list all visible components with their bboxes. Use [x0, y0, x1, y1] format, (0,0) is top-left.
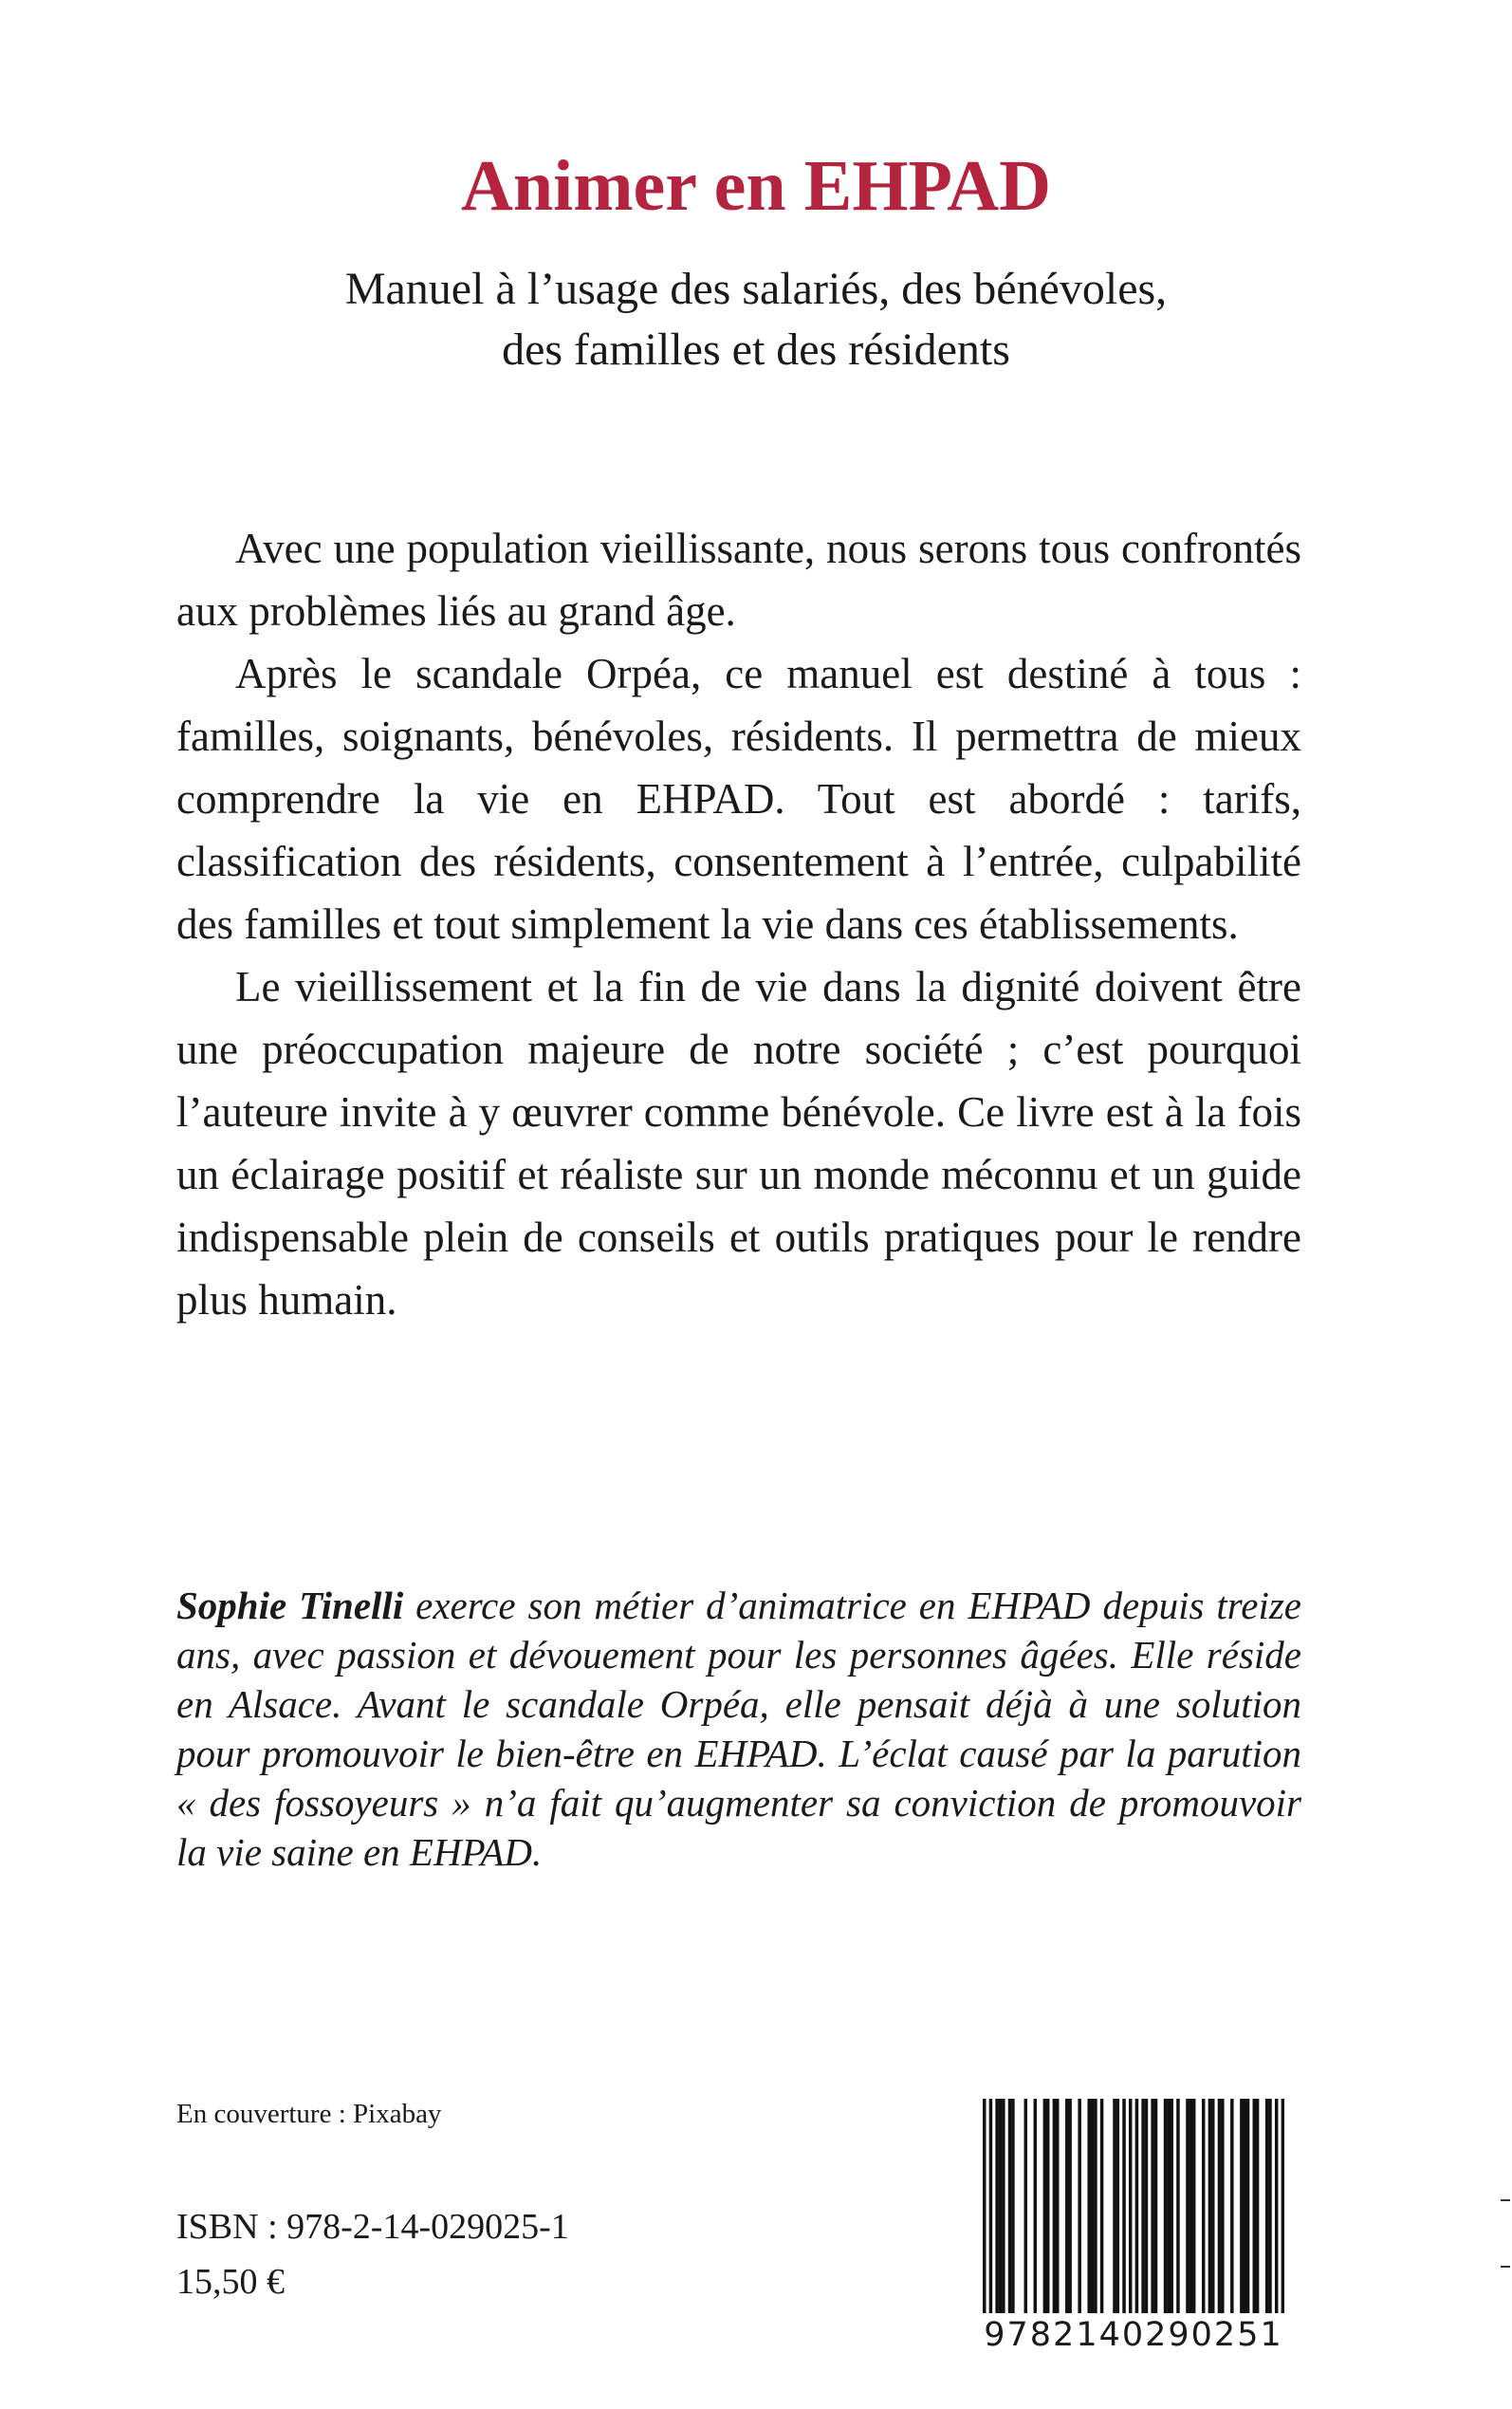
barcode-bar: [1078, 2099, 1081, 2313]
barcode-bar: [1202, 2099, 1206, 2313]
barcode-bar: [989, 2099, 993, 2326]
barcode-bar: [1282, 2099, 1284, 2326]
barcode-bar: [1024, 2099, 1028, 2313]
barcode-bar: [1056, 2099, 1060, 2313]
barcode-bar: [1186, 2099, 1189, 2313]
barcode-bar: [1243, 2099, 1246, 2313]
barcode-bar: [1002, 2099, 1005, 2313]
barcode-bar: [1087, 2099, 1091, 2313]
book-title: Animer en EHPAD: [460, 146, 1052, 226]
barcode-bar: [1113, 2099, 1116, 2313]
barcode-bar: [1192, 2099, 1196, 2313]
barcode-bar: [1122, 2099, 1126, 2313]
barcode-bar: [1053, 2099, 1057, 2313]
barcode-bar: [983, 2099, 986, 2326]
barcode-bar: [1011, 2099, 1015, 2313]
barcode-bar: [1211, 2099, 1215, 2313]
barcode-bar: [1164, 2099, 1168, 2313]
price: 15,50 €: [176, 2262, 285, 2302]
summary-paragraph: Après le scandale Orpéa, ce manuel est destiné à tous : familles, soignants, bénévoles, résidents. Il permettra de mieux comprendre la vie en EHPAD. Tout est abordé : tarifs, classification des résidents, consentement à l’entrée, culpabilité des familles et tout simplement la vie dans ces établissements.: [176, 650, 1301, 948]
barcode-bar: [1176, 2099, 1180, 2313]
cover-credit: En couverture : Pixabay: [176, 2099, 442, 2129]
barcode: [983, 2099, 1284, 2357]
barcode-bar: [1268, 2099, 1272, 2313]
barcode-bar: [1265, 2099, 1269, 2313]
barcode-bar: [995, 2099, 999, 2313]
barcode-bars: [983, 2099, 1284, 2326]
author-bio-text: exerce son métier d’animatrice en EHPAD depuis treize ans, avec passion et dévouement pour les personnes âgées. Elle réside en Alsace. Avant le scandale Orpéa, elle pensait déjà à une solution pour promouvoir le bien-être en EHPAD. L’éclat causé par la parution « des fossoyeurs » n’a fait qu’augmenter sa conviction de promouvoir la vie saine en EHPAD.: [176, 1584, 1301, 1874]
barcode-bar: [1043, 2099, 1047, 2313]
summary-paragraph: Le vieillissement et la fin de vie dans la dignité doivent être une préoccupation majeure de notre société ; c’est pourquoi l’auteure invite à y œuvrer comme bénévole. Ce livre est à la fois un éclairage positif et réaliste sur un monde méconnu et un guide indispensable plein de conseils et outils pratiques pour le rendre plus humain.: [176, 963, 1301, 1324]
barcode-bar: [1189, 2099, 1193, 2313]
barcode-bar: [1151, 2099, 1154, 2313]
barcode-bar: [1068, 2099, 1072, 2313]
barcode-bar: [1230, 2099, 1234, 2313]
barcode-bar: [1094, 2099, 1097, 2313]
book-subtitle: [0, 259, 1512, 380]
author-name: Sophie Tinelli: [176, 1584, 404, 1627]
book-summary: [176, 517, 1301, 1331]
barcode-bar: [1129, 2099, 1133, 2326]
barcode-bar: [1167, 2099, 1171, 2313]
barcode-bar: [1141, 2099, 1145, 2313]
barcode-bar: [1240, 2099, 1244, 2313]
crop-mark: [1501, 2266, 1510, 2268]
barcode-bar: [1208, 2099, 1212, 2313]
barcode-bar: [1135, 2099, 1139, 2326]
barcode-bar: [1170, 2099, 1173, 2313]
barcode-bar: [999, 2099, 1003, 2313]
summary-paragraph: Avec une population vieillissante, nous serons tous confrontés aux problèmes liés au grand âge.: [176, 525, 1301, 635]
barcode-bar: [1116, 2099, 1120, 2313]
barcode-bar: [1100, 2099, 1104, 2313]
barcode-digits: 9782140290251: [983, 2313, 1284, 2357]
barcode-bar: [1246, 2099, 1250, 2313]
author-bio: [176, 1581, 1301, 1877]
barcode-bar: [1008, 2099, 1012, 2313]
subtitle-line-1: Manuel à l’usage des salariés, des bénévoles,: [344, 264, 1168, 314]
barcode-bar: [1253, 2099, 1257, 2313]
barcode-bar: [1218, 2099, 1222, 2313]
barcode-bar: [1145, 2099, 1149, 2313]
subtitle-line-2: des familles et des résidents: [502, 324, 1010, 375]
isbn: ISBN : 978-2-14-029025-1: [176, 2207, 569, 2247]
barcode-bar: [1154, 2099, 1158, 2313]
barcode-bar: [1091, 2099, 1095, 2313]
barcode-bar: [1065, 2099, 1069, 2313]
barcode-bar: [1256, 2099, 1260, 2313]
barcode-bar: [1046, 2099, 1050, 2313]
barcode-bar: [1275, 2099, 1279, 2326]
barcode-bar: [1034, 2099, 1038, 2313]
barcode-bar: [1221, 2099, 1225, 2313]
crop-mark: [1501, 2199, 1510, 2201]
